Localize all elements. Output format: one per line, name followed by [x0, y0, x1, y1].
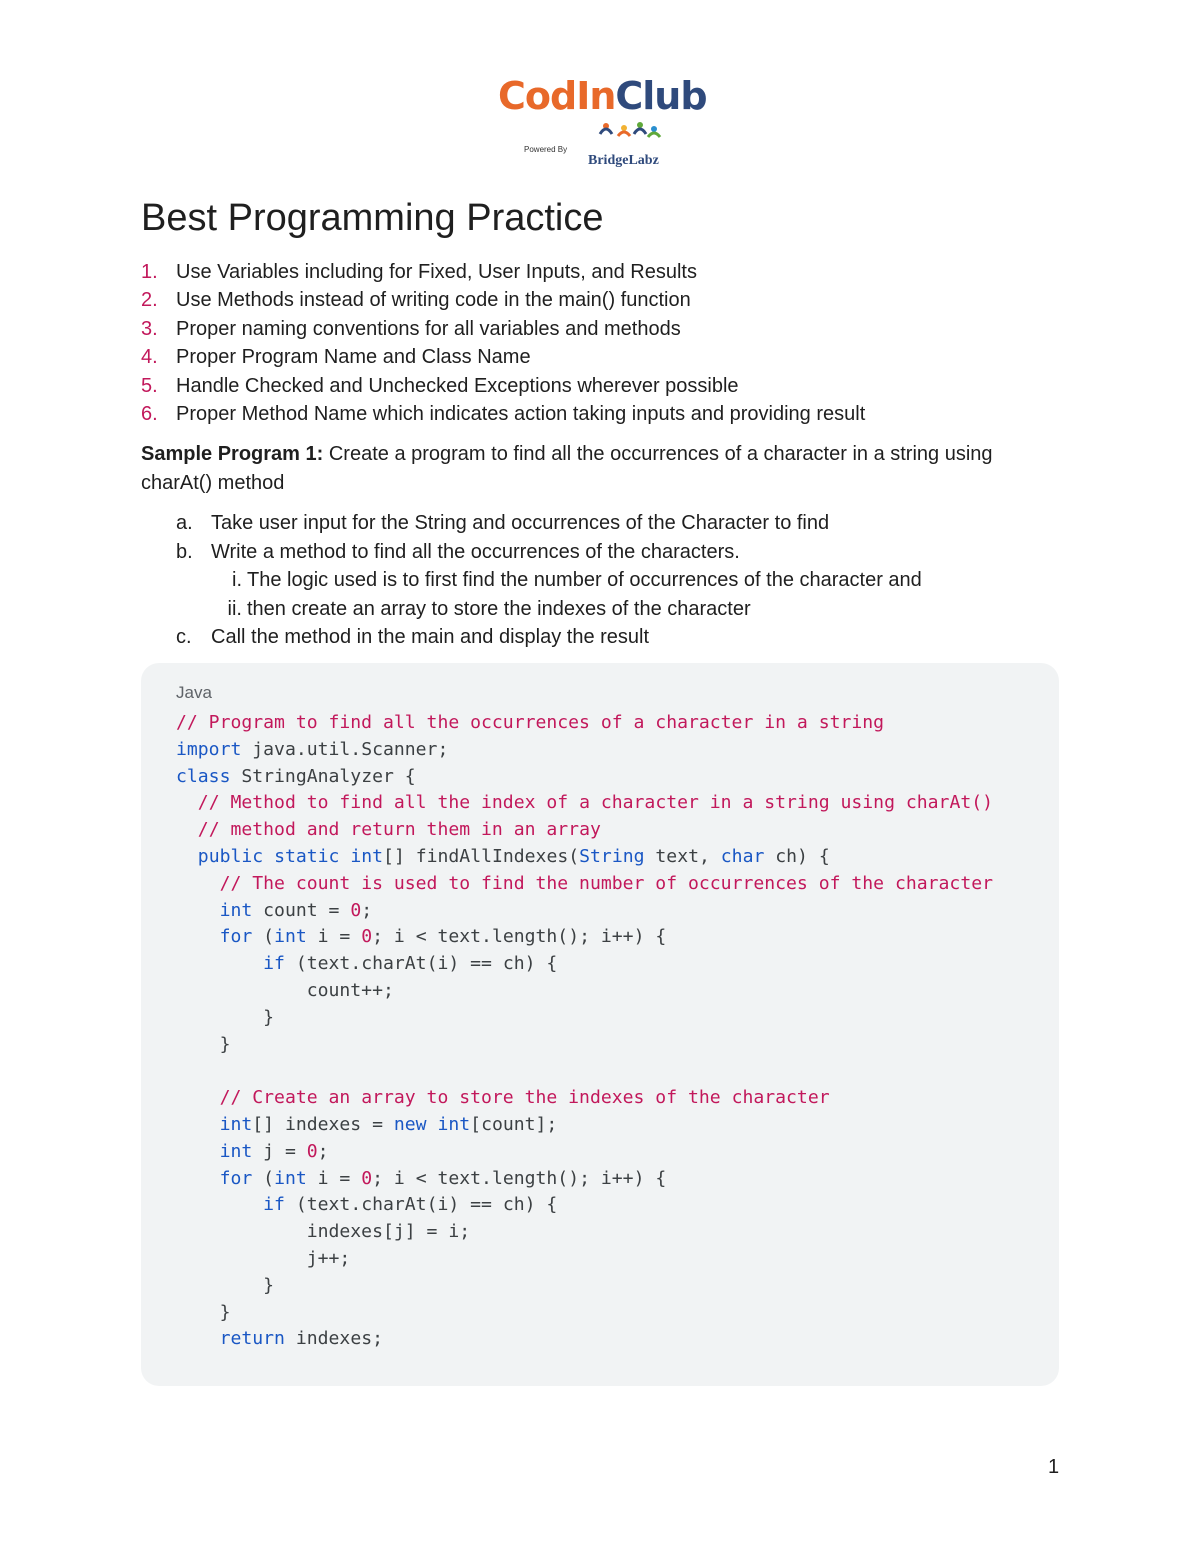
- sample-text: Create a program to find all the occurrences of a character in a string using charAt() method: [141, 443, 993, 494]
- practice-text: Use Methods instead of writing code in the main() function: [176, 289, 691, 312]
- practice-text: Proper Method Name which indicates action taking inputs and providing result: [176, 402, 866, 425]
- code-line: }: [176, 1033, 231, 1055]
- step-text: Take user input for the String and occurrences of the Character to find: [211, 512, 830, 534]
- practice-number: 5.: [141, 374, 158, 397]
- code-line: // The count is used to find the number of occurrences of the character: [219, 872, 994, 894]
- code-line: // method and return them in an array: [197, 819, 601, 841]
- code-line: for (int i = 0; i < text.length(); i++) {: [219, 926, 667, 948]
- practice-text: Use Variables including for Fixed, User Inputs, and Results: [176, 261, 697, 283]
- practice-text: Handle Checked and Unchecked Exceptions wherever possible: [176, 374, 739, 397]
- step-text: then create an array to store the indexes of the character: [247, 597, 751, 620]
- code-line: }: [176, 1006, 275, 1028]
- code-line: import java.util.Scanner;: [176, 738, 449, 760]
- step-marker: c.: [176, 626, 192, 649]
- page-number: 1: [1048, 1456, 1060, 1478]
- logo-wordmark: CodInClub: [498, 74, 707, 118]
- code-line: int j = 0;: [219, 1140, 329, 1162]
- step-text: The logic used is to first find the number of occurrences of the character and: [247, 569, 922, 592]
- people-icon: [596, 120, 664, 152]
- step-marker: a.: [176, 512, 193, 534]
- code-line: class StringAnalyzer {: [176, 765, 416, 787]
- practice-text: Proper naming conventions for all variables and methods: [176, 317, 681, 340]
- code-line: if (text.charAt(i) == ch) {: [263, 953, 558, 975]
- code-line: // Method to find all the index of a character in a string using charAt(): [197, 792, 994, 814]
- code-line: for (int i = 0; i < text.length(); i++) {: [219, 1167, 667, 1189]
- code-line: indexes[j] = i;: [176, 1221, 471, 1243]
- logo: [0, 0, 1200, 190]
- sample-program-description: [141, 440, 1066, 498]
- practice-number: 2.: [141, 289, 158, 312]
- code-line: if (text.charAt(i) == ch) {: [263, 1194, 558, 1216]
- code-line: return indexes;: [219, 1328, 383, 1350]
- code-line: j++;: [176, 1247, 351, 1269]
- practice-number: 4.: [141, 346, 158, 369]
- practice-number: 6.: [141, 402, 158, 425]
- code-line: }: [176, 1274, 275, 1296]
- code-line: public static int[] findAllIndexes(String text, char ch) {: [197, 845, 830, 867]
- step-marker: b.: [176, 540, 193, 563]
- code-content: [176, 710, 993, 1353]
- sample-label: Sample Program 1:: [141, 443, 324, 465]
- code-line: // Program to find all the occurrences of a character in a string: [176, 712, 885, 733]
- code-language-label: Java: [176, 683, 212, 702]
- logo-brand: BridgeLabz: [588, 153, 659, 168]
- practice-number: 1.: [141, 261, 158, 283]
- practice-text: Proper Program Name and Class Name: [176, 346, 531, 369]
- code-block: [141, 663, 1059, 1386]
- page-title: Best Programming Practice: [141, 197, 604, 239]
- practice-number: 3.: [141, 317, 158, 340]
- code-line: count++;: [176, 979, 394, 1001]
- code-line: int count = 0;: [219, 899, 373, 921]
- step-text: Call the method in the main and display the result: [211, 626, 650, 649]
- code-line: int[] indexes = new int[count];: [219, 1113, 558, 1135]
- step-marker: ii.: [227, 597, 242, 620]
- code-line: // Create an array to store the indexes of the character: [219, 1087, 830, 1109]
- step-marker: i.: [232, 569, 242, 592]
- code-line: }: [176, 1301, 231, 1323]
- logo-powered-by: Powered By: [524, 145, 568, 154]
- step-text: Write a method to find all the occurrences of the characters.: [211, 540, 740, 563]
- code-line: [176, 1058, 993, 1085]
